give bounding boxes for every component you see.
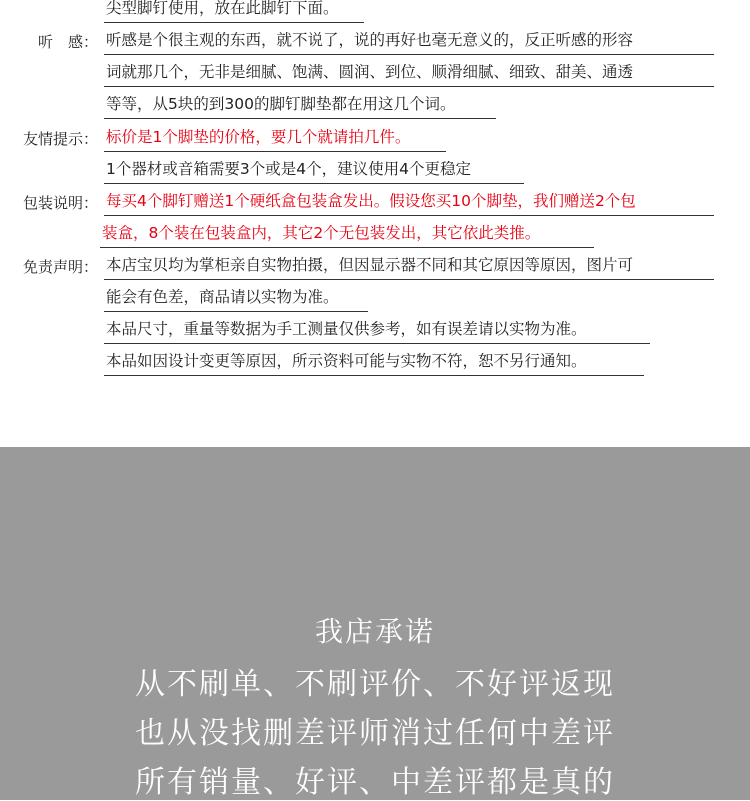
listening-label: 听 感： [37,33,98,51]
disclaimer-row-2 [0,283,750,315]
disclaimer-line-3: 本品尺寸，重量等数据为手工测量仅供参考，如有误差请以实物为准。 [104,315,650,344]
packaging-line-1: 每买4个脚钉赠送1个硬纸盒包装盒发出。假设您买10个脚垫，我们赠送2个包 [104,187,714,216]
pin-tail-row [0,0,750,26]
disclaimer-line-1: 本店宝贝均为掌柜亲自实物拍摄，但因显示器不同和其它原因等原因，图片可 [104,251,714,280]
reminder-line-1: 标价是1个脚垫的价格，要几个就请拍几件。 [104,123,446,152]
promise-line-3: 所有销量、好评、中差评都是真的 [135,765,615,800]
packaging-label: 包装说明： [22,194,98,212]
promise-banner [0,447,750,800]
disclaimer-row-4 [0,347,750,379]
listening-row-3 [0,90,750,122]
disclaimer-row-1 [0,251,750,283]
packaging-line-2: 装盒，8个装在包装盒内，其它2个无包装发出，其它依此类推。 [100,219,594,248]
listening-row-2 [0,58,750,90]
promise-line-2: 也从没找删差评师消过任何中差评 [135,716,615,751]
disclaimer-row-3 [0,315,750,347]
listening-row-1 [0,26,750,58]
disclaimer-line-2: 能会有色差，商品请以实物为准。 [104,283,368,312]
reminder-line-2: 1个器材或音箱需要3个或是4个，建议使用4个更稳定 [104,155,524,184]
promise-title: 我店承诺 [314,615,435,648]
reminder-row-1 [0,123,750,155]
disclaimer-line-4: 本品如因设计变更等原因，所示资料可能与实物不符，恕不另行通知。 [104,347,644,376]
listening-line-3: 等等，从5块的到300的脚钉脚垫都在用这几个词。 [104,90,496,119]
packaging-row-2 [0,219,750,251]
listening-line-1: 听感是个很主观的东西，就不说了，说的再好也毫无意义的，反正听感的形容 [104,26,714,55]
disclaimer-label: 免责声明： [22,258,98,276]
reminder-label: 友情提示： [22,130,98,148]
reminder-row-2 [0,155,750,187]
promise-line-1: 从不刷单、不刷评价、不好评返现 [135,667,615,702]
packaging-row-1 [0,187,750,219]
pin-tail-text: 尖型脚钉使用，放在此脚钉下面。 [104,0,364,23]
listening-line-2: 词就那几个，无非是细腻、饱满、圆润、到位、顺滑细腻、细致、甜美、通透 [104,58,714,87]
